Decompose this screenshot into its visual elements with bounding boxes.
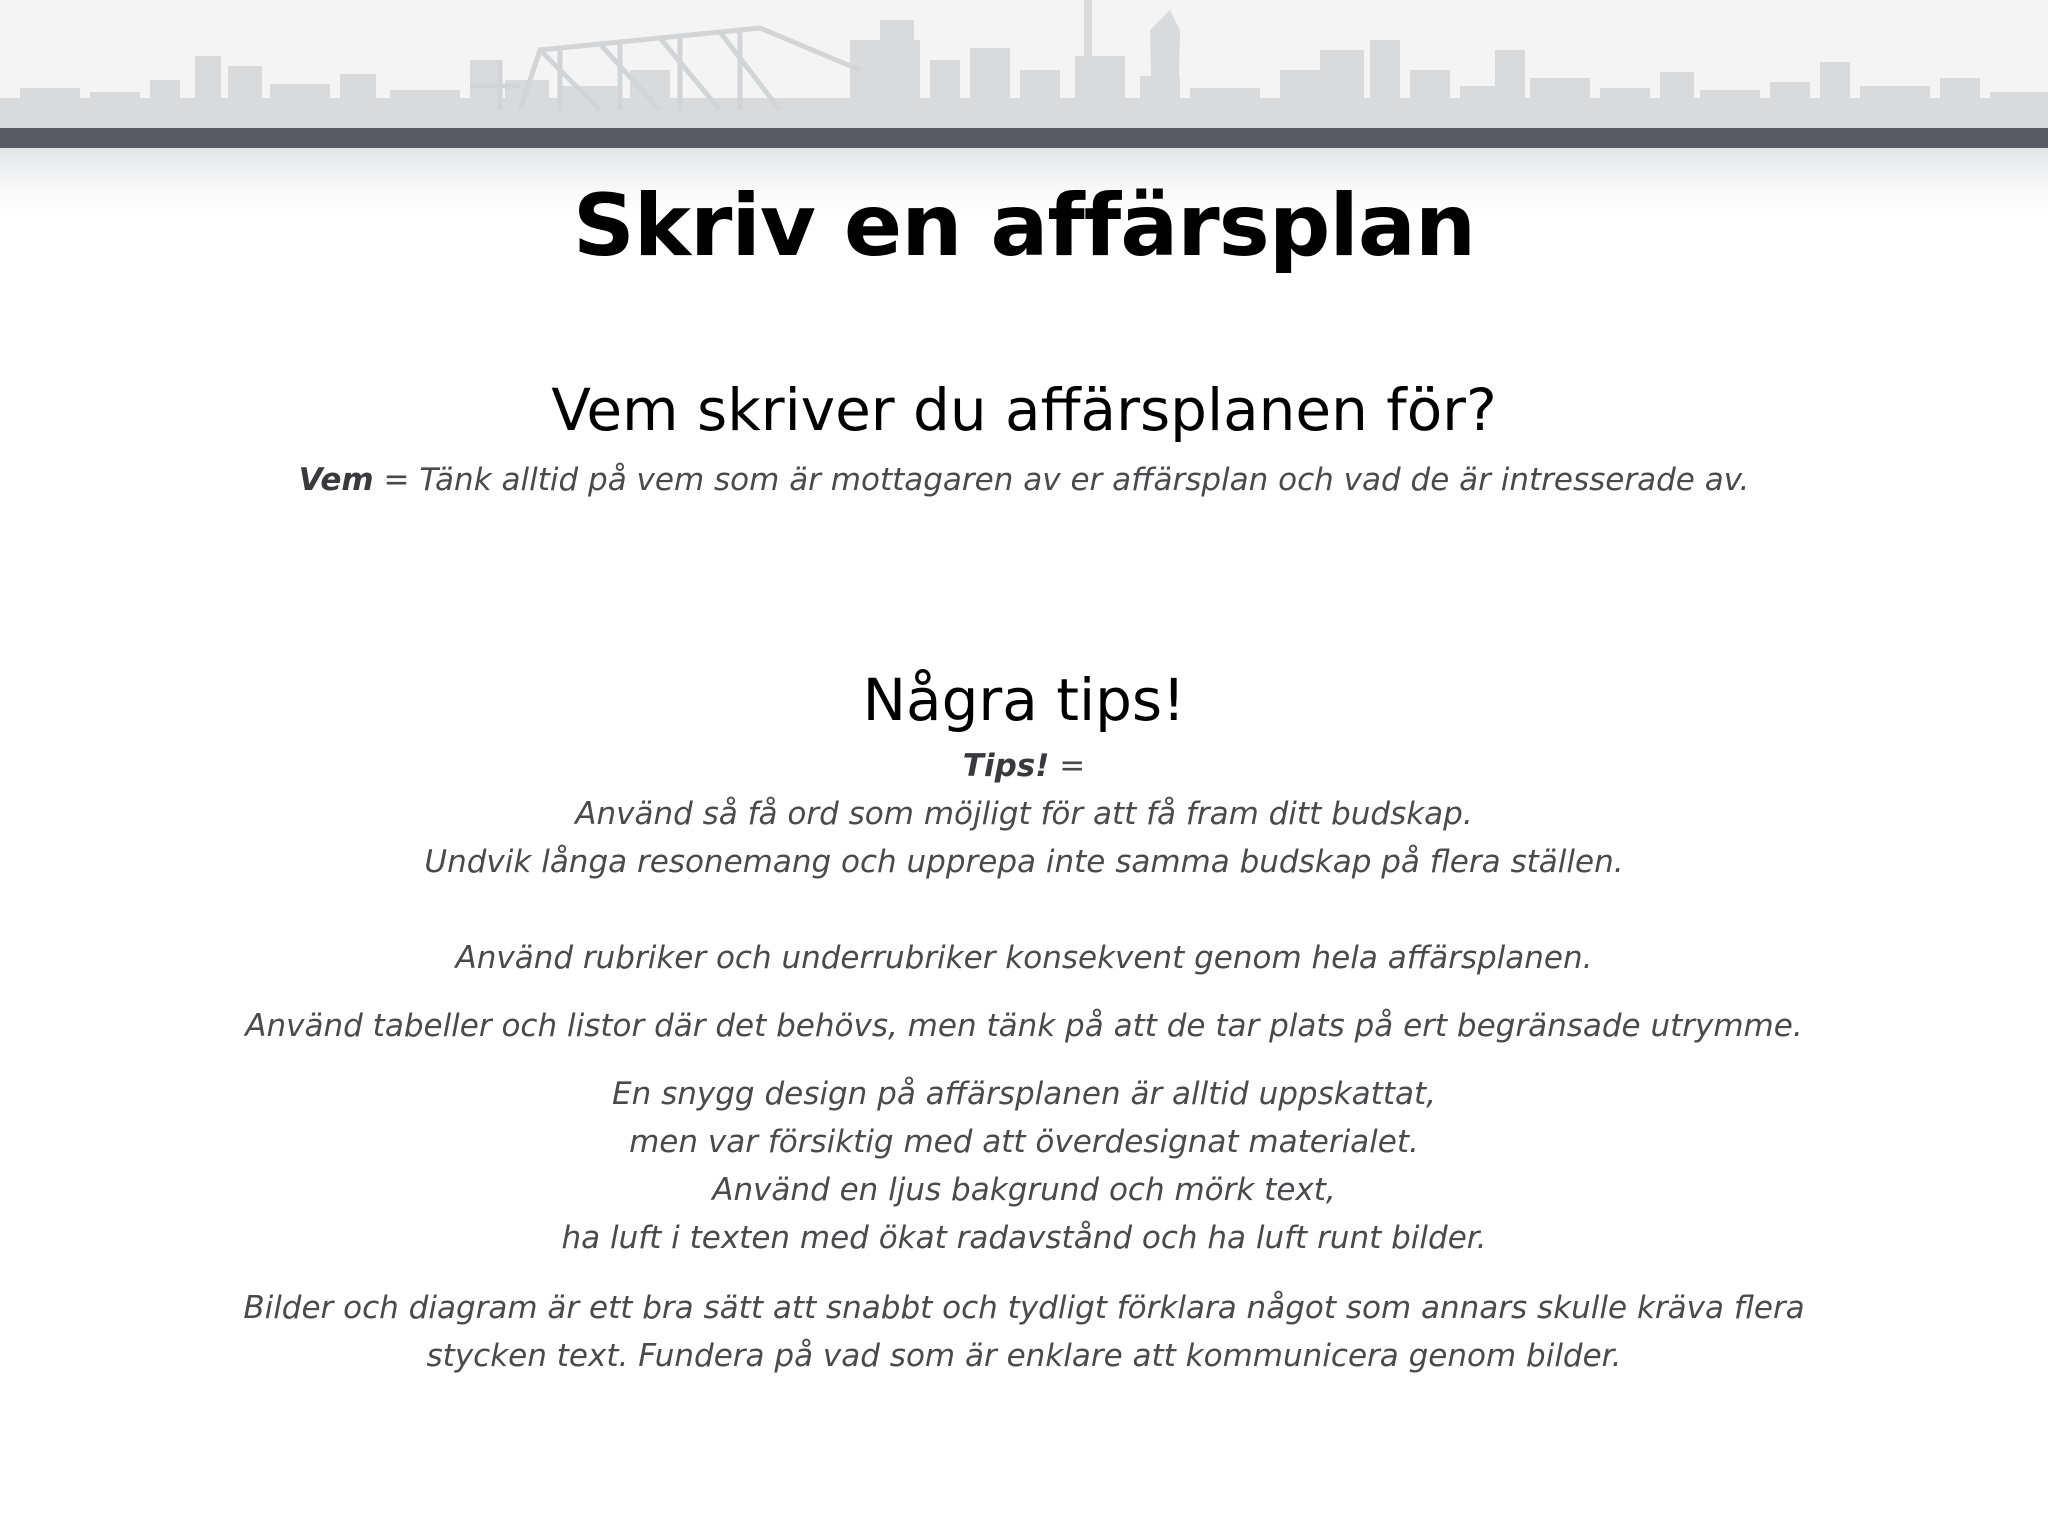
tips-definition	[0, 742, 2048, 790]
tip-line: Bilder och diagram är ett bra sätt att snabbt och tydligt förklara något som annars skulle kräva flera	[243, 1290, 1805, 1326]
tip-line: Undvik långa resonemang och upprepa inte samma budskap på flera ställen.	[424, 844, 1624, 880]
section-heading-tips: Några tips!	[862, 666, 1186, 734]
top-divider-bar	[0, 128, 2048, 148]
slide-title: Skriv en affärsplan	[572, 176, 1476, 276]
tips-equals: =	[1049, 748, 1086, 784]
vem-text: = Tänk alltid på vem som är mottagaren av er affärsplan och vad de är intresserade av.	[373, 462, 1750, 498]
tip-line: ha luft i texten med ökat radavstånd och ha luft runt bilder.	[561, 1220, 1487, 1256]
vem-definition	[0, 456, 2048, 504]
tips-label: Tips!	[962, 748, 1050, 784]
tip-line: Använd en ljus bakgrund och mörk text,	[712, 1172, 1336, 1208]
tip-line: Använd tabeller och listor där det behövs, men tänk på att de tar plats på ert begränsade utrymme.	[245, 1008, 1803, 1044]
vem-label: Vem	[298, 462, 374, 498]
tip-line: Använd så få ord som möjligt för att få fram ditt budskap.	[575, 796, 1473, 832]
tip-line: men var försiktig med att överdesignat materialet.	[629, 1124, 1419, 1160]
section-heading-vem: Vem skriver du affärsplanen för?	[551, 376, 1497, 444]
tip-line: Använd rubriker och underrubriker konsekvent genom hela affärsplanen.	[455, 940, 1593, 976]
tip-line: En snygg design på affärsplanen är alltid uppskattat,	[612, 1076, 1436, 1112]
tip-line: stycken text. Fundera på vad som är enklare att kommunicera genom bilder.	[426, 1338, 1622, 1374]
